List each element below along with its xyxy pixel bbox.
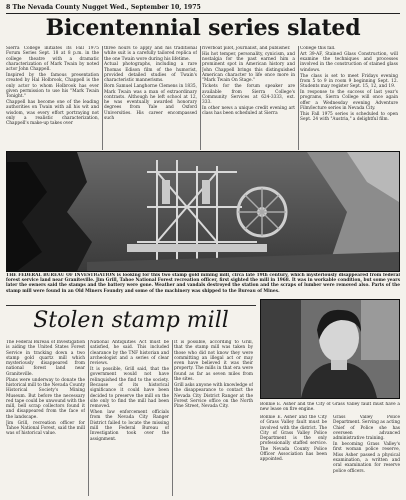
paragraph: The class is set to meet Fridays evening from 5 to 9 in room 9 beginning Sept. 12. Students may register Sept. 15, 12, and 19.	[300, 73, 398, 90]
paragraph: Art 39-AF, Stained Glass Construction, will examine the techniques and processes involved in the construction of stained glass windows.	[300, 51, 398, 73]
portrait-photo	[260, 299, 400, 399]
paragraph: Born Samuel Langhorne Clemens in 1835, Mark Twain was a man of extraordinary contrasts. Although he left school at 12, he was eventually awarded honorary degrees from Yale and Oxford Universities. His career encompassed such	[104, 84, 197, 122]
stamp-mill-photo	[6, 151, 400, 272]
column-divider	[200, 46, 201, 150]
stamp-mill-image	[7, 152, 399, 271]
paragraph: three hours to apply and his traditional white suit is a carefully tailored replica of the one Twain wore during his lifetime.	[104, 46, 197, 62]
article-column-3	[202, 46, 295, 150]
portrait-article-column-1	[260, 415, 327, 496]
paragraph: It is possible, according to Grill, that the stamp mill was taken by those who did not know they were committing an illegal act or may even have believed it was their property. The mills in that era were found as far as seven miles from the sites.	[174, 340, 253, 383]
stamp-article-column-2	[90, 340, 169, 496]
column-divider	[172, 340, 173, 496]
stamp-mill-headline: Stolen stamp mill	[33, 308, 229, 333]
portrait-image	[261, 300, 399, 398]
paragraph: National Antiquities Act must be satisfied, he said. This included clearance by the TNF historian and archeologist and a series of clear reviews.	[90, 340, 169, 367]
paragraph: His hot temper, personality, cynicism, and nostalgia for the past earned him a prominent spot in American history and John Chappell brings this distinguished American character to life once more in "Mark Twain On Stage."	[202, 51, 295, 84]
paragraph: College this fall.	[300, 46, 336, 51]
paragraph: In other news a unique credit evening art class has been scheduled at Sierra	[202, 106, 295, 117]
page-folio: 8 The Nevada County Nugget Wed., September 10, 1975	[6, 4, 201, 11]
paragraph: Plans were underway to donate the historical mill to the Nevada County Historical Society's Mining Museum. But before the necessary red tape could be unwound with the mill, bell scrap collectors found it and disappeared from the face of the landscape.	[6, 377, 85, 420]
stamp-article-column-3	[174, 340, 253, 496]
article-column-2	[104, 46, 197, 150]
paragraph: The Federal Bureau of Investigation is aiding the United States Forest Service in tracking down a two stamp gold quartz mill which mysteriously disappeared from national forest land near Graniteville.	[6, 340, 85, 377]
paragraph: In response to the success of last year's programs, Sierra College will once again offer a Wednesday evening Adventure Film/lecture series in Nevada City.	[300, 90, 398, 112]
paragraph: This Fall 1975 series is scheduled to open Sept. 24 with "Austria," a delightful film.	[300, 111, 398, 123]
newspaper-page	[6, 3, 400, 497]
paragraph: Jim Grill, recreation officer for Tahoe National Forest, said the mill was of historical value.	[6, 420, 85, 437]
paragraph: Bonnie E. Asher and the City of Grass Valley fault must be involved with the district. The City of Grass Valley Police Department is the only professionally staffed service. The Nevada County Police Officer Association has been appointed.	[260, 415, 327, 463]
paragraph: When law enforcement officials from the Nevada City Ranger District failed to locate the missing mill the Federal Bureau of Investigation took over the assignment.	[90, 410, 169, 442]
portrait-caption: Bonnie E. Asher and the City of Grass Valley fault must have a new lease on fire engine.	[260, 402, 400, 413]
paragraph: It is possible, Grill said, that the government would not have relinquished the find to the society. Because of its historical significance it could have been decided to preserve the mill on the site only to find the mill had been removed.	[90, 367, 169, 410]
column-divider	[88, 340, 89, 496]
paragraph: In becoming Grass Valley's first woman police reserve, Miss Asher passed a physical examination, a written and oral examination for reserve police officers.	[333, 442, 400, 474]
article-column-1	[6, 46, 99, 150]
paragraph: riverboat pilot, journalist, and publisher.	[202, 46, 291, 51]
paragraph: Chappell has become one of the leading authorities on Twain with all his wit and wisdom, was every effort portraying not only a realistic characterization, Chappell's make-up takes over	[6, 100, 99, 127]
paragraph: Grill asks anyone with knowledge of the disappearance to contact the Nevada City District Ranger at the Forest Service office on the North Pine Street, Nevada City.	[174, 382, 253, 410]
headline: Bicentennial series slated	[45, 15, 361, 41]
paragraph: Sierra College initiates its Fall 1975 Forum Series Sept. 18 at 8 p.m. in the college theatre with a dramatic characterization of Mark Twain by noted actor John Chappell.	[6, 46, 99, 73]
paragraph: Tickets for the forum speaker are available from Sierra College's Community Services at 624-3333, ext. 333.	[202, 84, 295, 106]
column-divider	[102, 46, 103, 150]
paragraph: Inspired by the famous presentation created by Hal Holbrook, Chappell is the only actor to whom Holbrook has ever given permission to use his "Mark Twain Tonight."	[6, 73, 99, 100]
paragraph: Actual photographs, including a rare Thomas Edison film of the humorist, provided detailed studies of Twain's characteristic mannerisms.	[104, 62, 197, 84]
paragraph: Grass Valley Police Department. Serving as acting Chief of Police she has overseen advanced administrative training.	[333, 415, 400, 442]
article-column-4	[300, 46, 398, 150]
stamp-mill-photo-caption: THE FEDERAL BUREAU OF INVESTIGATION is looking for this two stamp gold mining mill, circa late 19th century, which mysteriously disappeared from federal forest service land near Graniteville. Jim Grill, Tahoe National Forest recreation officer, first sighted the mill in 1968. It was in workable condition, but some years later the owners said the stamps and the battery were gone. Weather and vandals destroyed the station and the scraps of lumber were removed also. Parts of the stamp mill were found in an Old Miners Foundry and some of the machinery was shipped to the Bureau of Mines.	[6, 273, 400, 294]
portrait-article-column-2	[333, 415, 400, 496]
column-divider	[298, 46, 299, 150]
stamp-article-column-1	[6, 340, 85, 496]
